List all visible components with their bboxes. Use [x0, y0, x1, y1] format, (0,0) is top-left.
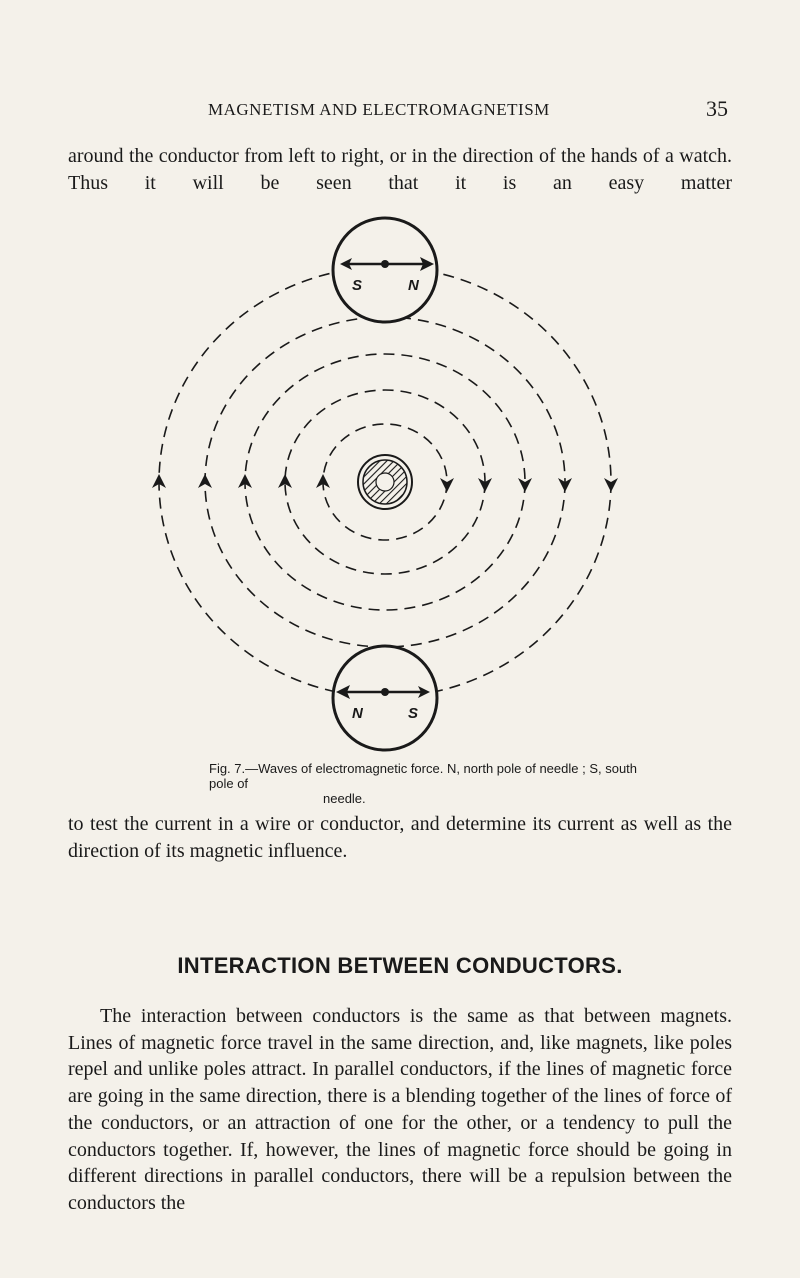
- intro-paragraph: around the conductor from left to right, or in the direction of the hands of a watch. Thus it will be seen that it is an easy matter: [68, 145, 732, 194]
- body-paragraph: The interaction between conductors is the same as that between magnets. Lines of magnetic force travel in the same direction, and, like magnets, like poles repel and unlike poles attract. In parallel conductors, if the lines of magnetic force are going in the same direction, there is a blending together of the lines of force of the conductors, or an attraction of one for the other, or a tendency to pull the conductors together. If, however, the lines of magnetic force should be going in different directions in parallel conductors, there will be a repulsion between the conductors the: [68, 1005, 732, 1214]
- electromagnetic-waves-figure: [140, 212, 630, 760]
- bottom-compass-right-label: S: [408, 705, 419, 722]
- electromagnetic-waves-diagram: [140, 212, 630, 760]
- arrow-down-icon: [440, 478, 454, 492]
- top-compass-left-label: S: [352, 277, 363, 294]
- top-compass-right-label: N: [408, 277, 419, 294]
- bottom-compass: [333, 646, 437, 750]
- after-figure-paragraph: to test the current in a wire or conductor, and determine its current as well as the direction of its magnetic influence.: [68, 813, 732, 862]
- conductor-cross-section: [358, 455, 412, 509]
- arrow-down-icon: [604, 478, 618, 492]
- arrow-up-icon: [198, 474, 212, 488]
- figure-caption: [209, 761, 659, 806]
- arrow-down-icon: [518, 478, 532, 492]
- figure-caption-line-1: Fig. 7.—Waves of electromagnetic force. N, north pole of needle ; S, south pole of: [209, 761, 638, 791]
- section-heading: INTERACTION BETWEEN CONDUCTORS.: [177, 953, 623, 978]
- page-header: [0, 96, 800, 126]
- bottom-compass-left-label: N: [352, 705, 363, 722]
- running-head: MAGNETISM AND ELECTROMAGNETISM: [208, 100, 550, 119]
- top-compass: [333, 218, 437, 322]
- page-number: 35: [706, 96, 728, 121]
- figure-caption-line-2: needle.: [323, 791, 366, 806]
